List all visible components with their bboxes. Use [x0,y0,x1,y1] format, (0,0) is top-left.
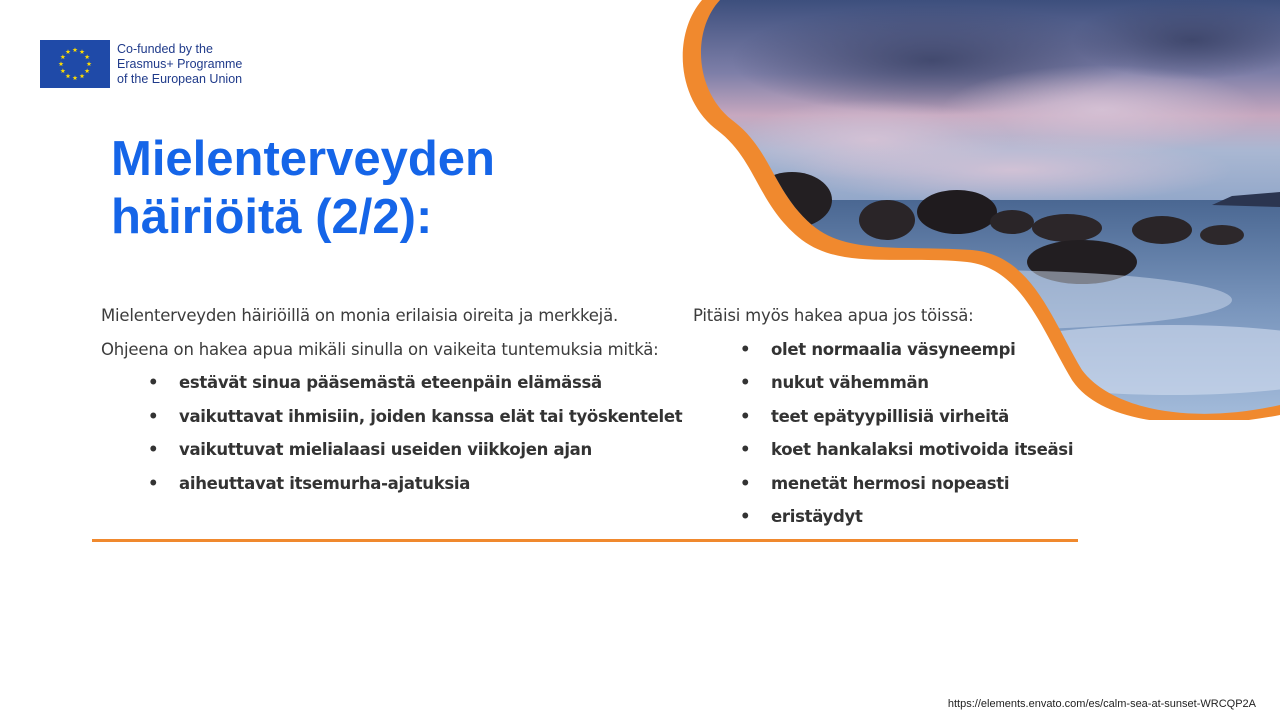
bullet-icon: • [740,507,751,526]
bullet-icon: • [148,440,159,459]
title-line-2: häiriöitä (2/2): [111,190,433,244]
bullet-icon: • [148,473,159,493]
bullet-icon: • [740,473,751,493]
list-item-text: koet hankalaksi motivoida itseäsi [771,440,1074,459]
orange-divider [92,539,1078,542]
bullet-icon: • [740,406,751,426]
list-item-text: menetät hermosi nopeasti [771,473,1010,493]
logo-line-1: Co-funded by the [117,41,213,56]
slide-title [111,130,495,246]
list-item-text: eristäydyt [771,507,863,526]
list-item-text: vaikuttuvat mielialaasi useiden viikkojen ajan [179,440,592,459]
list-item-text: aiheuttavat itsemurha-ajatuksia [179,473,471,493]
bullet-icon: • [148,373,159,392]
list-item-text: teet epätyypillisiä virheitä [771,406,1009,426]
list-item [693,400,1093,434]
list-item-text: vaikuttavat ihmisiin, joiden kanssa elät tai työskentelet [179,406,683,426]
image-source-url[interactable]: https://elements.envato.com/es/calm-sea-at-sunset-WRCQP2A [947,698,1256,710]
bullet-icon: • [148,406,159,426]
list-item [101,433,661,467]
list-item [693,433,1093,467]
logo-line-2: Erasmus+ Programme [117,56,243,71]
left-bullet-list [101,366,683,500]
list-item [693,500,1093,534]
right-column [693,299,1093,534]
list-item [693,333,1093,367]
bullet-icon: • [740,373,751,392]
erasmus-logo [40,40,242,88]
left-intro: Mielenterveyden häiriöillä on monia erilaisia oireita ja merkkejä. Ohjeena on hakea apua mikäli sinulla on vaikeita tuntemuksia mitkä: [101,306,659,359]
right-intro: Pitäisi myös hakea apua jos töissä: [693,306,974,325]
title-line-1: Mielenterveyden [111,132,495,186]
logo-line-3: of the European Union [117,71,243,86]
list-item-text: nukut vähemmän [771,373,929,392]
list-item [693,366,1093,400]
list-item [693,467,1093,501]
list-item [101,467,661,501]
right-bullet-list [693,333,1093,534]
list-item [101,400,683,434]
bullet-icon: • [740,440,751,459]
list-item-text: olet normaalia väsyneempi [771,339,1016,359]
list-item-text: estävät sinua pääsemästä eteenpäin elämässä [179,373,602,392]
eu-flag-icon [40,40,110,88]
list-item [101,366,661,400]
logo-text [117,42,242,87]
bullet-icon: • [740,339,751,359]
left-column [101,299,683,500]
